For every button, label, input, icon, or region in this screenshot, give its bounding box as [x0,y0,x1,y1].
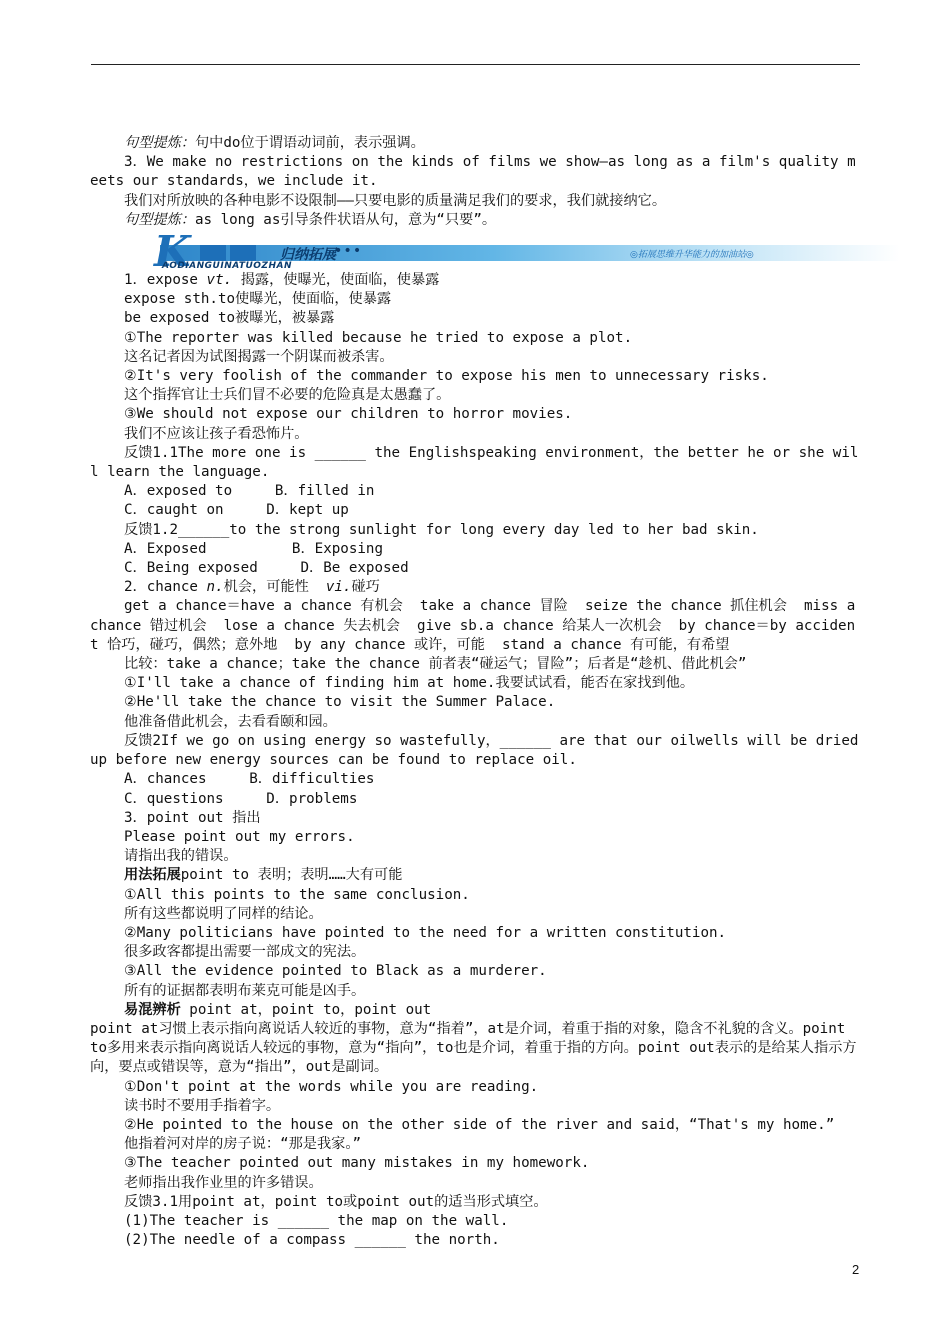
example-3-translation: 我们对所放映的各种电影不设限制——只要电影的质量满足我们的要求，我们就接纳它。 [124,192,667,209]
text-line: ②Many politicians have pointed to the need for a written constitution. [124,924,727,941]
answer-options: C．questions D．problems [124,790,358,807]
usage-text: point to 表明；表明……大有可能 [180,867,403,884]
item-number: 2．chance [124,579,207,596]
text-line: ①Don't point at the words while you are reading. [124,1078,539,1095]
banner-title: 归纳拓展 [280,247,336,264]
banner-block [230,245,256,261]
banner-letter: K [154,227,191,277]
pattern-text: 句中do位于谓语动词前，表示强调。 [194,135,425,151]
text-line: expose sth.to使曝光，使面临，使暴露 [124,291,392,308]
answer-options: C．Being exposed D．Be exposed [124,560,409,577]
usage-extension [90,866,860,885]
banner-bar [160,245,900,261]
confusion-tag: 易混辨析 [124,1001,181,1018]
item-2-heading [90,578,860,597]
confusion-note [90,1001,860,1020]
page-number: 2 [852,1262,860,1277]
feedback-question: 反馈2If we go on using energy so wastefully，______ are that our oilwells will be dried up before new energy sources can be found to replace oil. [90,732,867,769]
fill-blank-item: (2)The needle of a compass ______ the north. [124,1232,500,1249]
text-line: 我们不应该让孩子看恐怖片。 [124,425,309,442]
confusion-text: point at，point to，point out [180,1001,432,1018]
feedback-question: 反馈1.1The more one is ______ the Englishspeaking environment，the better he or she will learn the language. [90,444,859,481]
part-of-speech: vt. [206,272,233,289]
text-line: ②He'll take the chance to visit the Summer Palace. [124,694,556,711]
definition: 碰巧 [351,579,380,596]
section-banner [90,227,860,277]
text-line: Please point out my errors. [124,828,355,845]
answer-options: A．chances B．difficulties [124,771,375,788]
text-line: 这名记者因为试图揭露一个阴谋而被杀害。 [124,348,394,365]
text-line: 老师指出我作业里的许多错误。 [124,1174,323,1191]
feedback-question: 反馈3.1用point at，point to或point out的适当形式填空。 [124,1193,548,1210]
definition: 机会，可能性 [223,579,326,596]
example-3: 3．We make no restrictions on the kinds of films we show—as long as a film's quality meets our standards，we include it. [90,154,856,190]
text-line: 他准备借此机会，去看看颐和园。 [124,713,337,730]
header-rule [91,64,860,65]
answer-options: A．exposed to B．filled in [124,483,375,500]
item-3-heading: 3．point out 指出 [124,809,261,826]
pattern-tag: 句型提炼： [124,211,195,228]
item-1-heading [90,271,860,290]
item-number: 1．expose [124,272,207,289]
banner-block [200,245,226,261]
text-line: ①The reporter was killed because he tried to expose a plot. [124,329,633,346]
banner-dots: ••• [334,243,363,260]
text-line: ②It's very foolish of the commander to expose his men to unnecessary risks. [124,368,769,385]
text-line: ③The teacher pointed out many mistakes in my homework. [124,1155,590,1172]
pattern-note-2 [90,211,860,230]
text-line: get a chance＝have a chance 有机会 take a chance 冒险 seize the chance 抓住机会 miss a chance 错过机会 lose a chance 失去机会 give sb.a chance 给某人一次机会 by chance＝by accident 恰巧，碰巧，偶然；意外地 by any chance 或许，可能 stand a chance 有可能，有希望 [90,598,864,653]
text-line: be exposed to被曝光，被暴露 [124,310,335,327]
text-line: ②He pointed to the house on the other side of the river and said，“That's my home.” [124,1116,835,1133]
pattern-note-1 [90,134,860,153]
answer-options: C．caught on D．kept up [124,502,349,519]
text-line: 所有的证据都表明布莱克可能是凶手。 [124,982,366,999]
answer-options: A．Exposed B．Exposing [124,540,383,557]
text-line: 他指着河对岸的房子说：“那是我家。” [124,1136,361,1153]
text-line: 读书时不要用手指着字。 [124,1097,281,1114]
text-line: 比较：take a chance；take the chance 前者表“碰运气；冒险”；后者是“趁机、借此机会” [124,656,747,673]
text-line: ①All this points to the same conclusion. [124,886,470,903]
definition: 揭露，使曝光，使面临，使暴露 [232,272,440,289]
text-paragraph: point at习惯上表示指向离说话人较近的事物，意为“指着”，at是介词，着重于指的对象，隐含不礼貌的含义。point to多用来表示指向离说话人较远的事物，意为“指向”，to也是介词，着重于指的方向。point out表示的是给某人指示方向，要点或错误等，意为“指出”，out是副词。 [90,1020,857,1076]
pattern-tag: 句型提炼： [124,135,195,151]
banner-subtitle: AODIANGUINATUOZHAN [162,261,292,272]
text-line: 很多政客都提出需要一部成文的宪法。 [124,944,366,961]
feedback-question: 反馈1.2______to the strong sunlight for long every day led to her bad skin. [124,521,759,538]
banner-slogan: ◎拓展思维升华能力的加油站◎ [630,250,754,261]
text-line: ③We should not expose our children to horror movies. [124,406,573,423]
part-of-speech: n. [206,579,224,596]
text-line: 请指出我的错误。 [124,848,238,865]
usage-tag: 用法拓展 [124,867,181,884]
text-line: ③All the evidence pointed to Black as a murderer. [124,963,547,980]
part-of-speech: vi. [325,579,352,596]
text-line: 这个指挥官让士兵们冒不必要的危险真是太愚蠢了。 [124,387,451,404]
text-line: ①I'll take a chance of finding him at home.我要试试看，能否在家找到他。 [124,675,695,692]
text-line: 所有这些都说明了同样的结论。 [124,905,323,922]
page-body [90,134,867,1250]
fill-blank-item: (1)The teacher is ______ the map on the wall. [124,1212,509,1229]
pattern-text: as long as引导条件状语从句，意为“只要”。 [194,211,497,228]
